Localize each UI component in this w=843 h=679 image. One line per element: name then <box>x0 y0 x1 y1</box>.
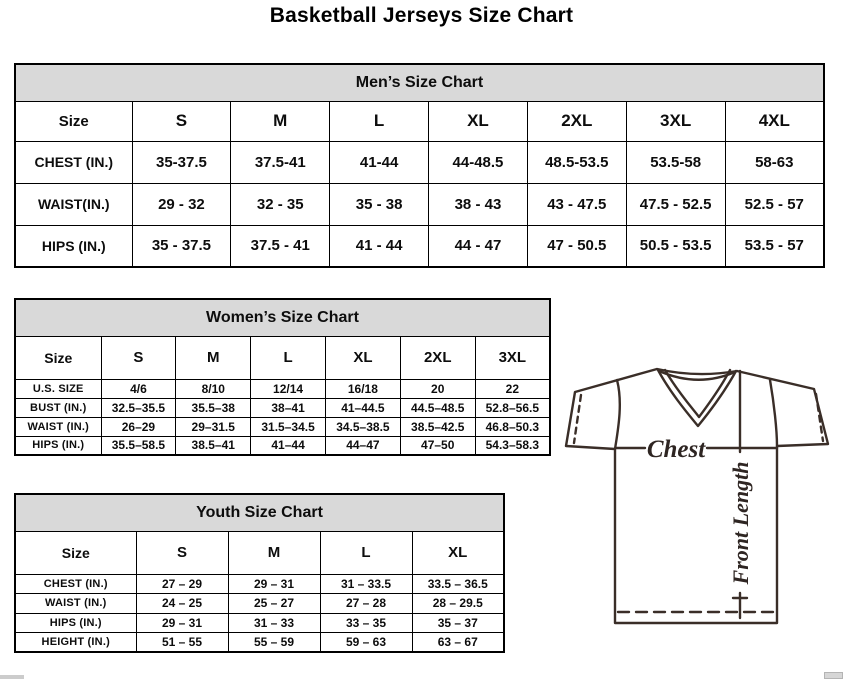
size-column-header: 3XL <box>626 101 725 141</box>
size-column-header: 4XL <box>725 101 824 141</box>
size-value-cell: 33.5 – 36.5 <box>412 574 504 594</box>
size-column-header: L <box>330 101 429 141</box>
table-row <box>15 141 824 183</box>
measurement-row-label: HEIGHT (IN.) <box>15 633 136 653</box>
size-value-cell: 63 – 67 <box>412 633 504 653</box>
womens-size-table <box>14 298 551 456</box>
size-value-cell: 32.5–35.5 <box>101 398 176 417</box>
size-column-header: S <box>101 336 176 379</box>
table-row <box>15 225 824 267</box>
size-value-cell: 20 <box>400 379 475 398</box>
table-title: Men’s Size Chart <box>15 64 824 101</box>
size-column-header: XL <box>429 101 528 141</box>
size-value-cell: 58-63 <box>725 141 824 183</box>
youth-size-table <box>14 493 505 653</box>
size-value-cell: 12/14 <box>251 379 326 398</box>
size-value-cell: 44.5–48.5 <box>400 398 475 417</box>
table-row <box>15 613 504 633</box>
size-corner-label: Size <box>15 531 136 574</box>
size-value-cell: 47.5 - 52.5 <box>626 183 725 225</box>
size-column-header: 2XL <box>527 101 626 141</box>
size-value-cell: 29 - 32 <box>132 183 231 225</box>
measurement-row-label: CHEST (IN.) <box>15 574 136 594</box>
measurement-row-label: WAIST (IN.) <box>15 594 136 614</box>
size-value-cell: 47–50 <box>400 436 475 455</box>
size-value-cell: 44–47 <box>325 436 400 455</box>
size-value-cell: 44 - 47 <box>429 225 528 267</box>
table-row <box>15 398 550 417</box>
size-value-cell: 35-37.5 <box>132 141 231 183</box>
size-value-cell: 31 – 33 <box>228 613 320 633</box>
table-row <box>15 594 504 614</box>
size-value-cell: 8/10 <box>176 379 251 398</box>
size-value-cell: 38–41 <box>251 398 326 417</box>
size-value-cell: 43 - 47.5 <box>527 183 626 225</box>
table-row <box>15 574 504 594</box>
size-value-cell: 47 - 50.5 <box>527 225 626 267</box>
table-row <box>15 494 504 531</box>
size-column-header: M <box>228 531 320 574</box>
size-value-cell: 26–29 <box>101 417 176 436</box>
size-value-cell: 33 – 35 <box>320 613 412 633</box>
size-value-cell: 31.5–34.5 <box>251 417 326 436</box>
size-value-cell: 27 – 29 <box>136 574 228 594</box>
size-value-cell: 53.5-58 <box>626 141 725 183</box>
size-value-cell: 53.5 - 57 <box>725 225 824 267</box>
size-value-cell: 35 – 37 <box>412 613 504 633</box>
table-row <box>15 183 824 225</box>
table-row <box>15 417 550 436</box>
size-value-cell: 27 – 28 <box>320 594 412 614</box>
size-value-cell: 29–31.5 <box>176 417 251 436</box>
size-value-cell: 51 – 55 <box>136 633 228 653</box>
size-value-cell: 29 – 31 <box>136 613 228 633</box>
jersey-outline-path <box>566 369 828 623</box>
left-sleeve-seam <box>615 380 620 449</box>
table-title: Youth Size Chart <box>15 494 504 531</box>
page-title: Basketball Jerseys Size Chart <box>269 4 574 27</box>
left-cuff-dashed-line <box>574 395 581 443</box>
size-value-cell: 38.5–41 <box>176 436 251 455</box>
size-value-cell: 38 - 43 <box>429 183 528 225</box>
size-column-header: XL <box>325 336 400 379</box>
size-value-cell: 52.5 - 57 <box>725 183 824 225</box>
measurement-row-label: U.S. SIZE <box>15 379 101 398</box>
measurement-row-label: HIPS (IN.) <box>15 436 101 455</box>
size-value-cell: 29 – 31 <box>228 574 320 594</box>
size-value-cell: 37.5-41 <box>231 141 330 183</box>
size-value-cell: 48.5-53.5 <box>527 141 626 183</box>
table-row <box>15 633 504 653</box>
size-column-header: L <box>251 336 326 379</box>
size-value-cell: 34.5–38.5 <box>325 417 400 436</box>
horizontal-scrollbar-thumb[interactable] <box>0 675 24 679</box>
size-column-header: 2XL <box>400 336 475 379</box>
size-column-header: M <box>176 336 251 379</box>
size-value-cell: 59 – 63 <box>320 633 412 653</box>
size-value-cell: 25 – 27 <box>228 594 320 614</box>
scrollbar-corner <box>824 672 843 679</box>
table-row <box>15 336 550 379</box>
size-value-cell: 31 – 33.5 <box>320 574 412 594</box>
size-value-cell: 50.5 - 53.5 <box>626 225 725 267</box>
size-value-cell: 41–44.5 <box>325 398 400 417</box>
chest-label: Chest <box>646 436 706 463</box>
size-value-cell: 41–44 <box>251 436 326 455</box>
size-value-cell: 35.5–58.5 <box>101 436 176 455</box>
table-row <box>15 436 550 455</box>
size-value-cell: 52.8–56.5 <box>475 398 550 417</box>
table-row <box>15 64 824 101</box>
size-column-header: S <box>136 531 228 574</box>
size-value-cell: 46.8–50.3 <box>475 417 550 436</box>
size-value-cell: 54.3–58.3 <box>475 436 550 455</box>
size-value-cell: 35 - 37.5 <box>132 225 231 267</box>
measurement-row-label: HIPS (IN.) <box>15 613 136 633</box>
measurement-row-label: WAIST(IN.) <box>15 183 132 225</box>
size-value-cell: 41-44 <box>330 141 429 183</box>
size-value-cell: 24 – 25 <box>136 594 228 614</box>
size-column-header: XL <box>412 531 504 574</box>
mens-size-table <box>14 63 825 268</box>
size-value-cell: 55 – 59 <box>228 633 320 653</box>
table-row <box>15 531 504 574</box>
size-value-cell: 38.5–42.5 <box>400 417 475 436</box>
size-value-cell: 41 - 44 <box>330 225 429 267</box>
size-value-cell: 35 - 38 <box>330 183 429 225</box>
size-value-cell: 44-48.5 <box>429 141 528 183</box>
front-length-label: Front Length <box>728 461 753 585</box>
size-column-header: L <box>320 531 412 574</box>
measurement-row-label: WAIST (IN.) <box>15 417 101 436</box>
size-value-cell: 35.5–38 <box>176 398 251 417</box>
size-corner-label: Size <box>15 336 101 379</box>
measurement-row-label: HIPS (IN.) <box>15 225 132 267</box>
table-title: Women’s Size Chart <box>15 299 550 336</box>
jersey-diagram <box>556 356 843 636</box>
measurement-row-label: BUST (IN.) <box>15 398 101 417</box>
size-value-cell: 16/18 <box>325 379 400 398</box>
table-row <box>15 101 824 141</box>
measurement-row-label: CHEST (IN.) <box>15 141 132 183</box>
table-row <box>15 299 550 336</box>
size-value-cell: 22 <box>475 379 550 398</box>
right-sleeve-seam <box>770 380 777 446</box>
size-value-cell: 32 - 35 <box>231 183 330 225</box>
size-corner-label: Size <box>15 101 132 141</box>
size-value-cell: 37.5 - 41 <box>231 225 330 267</box>
size-value-cell: 4/6 <box>101 379 176 398</box>
size-column-header: S <box>132 101 231 141</box>
size-column-header: 3XL <box>475 336 550 379</box>
size-column-header: M <box>231 101 330 141</box>
table-row <box>15 379 550 398</box>
size-value-cell: 28 – 29.5 <box>412 594 504 614</box>
